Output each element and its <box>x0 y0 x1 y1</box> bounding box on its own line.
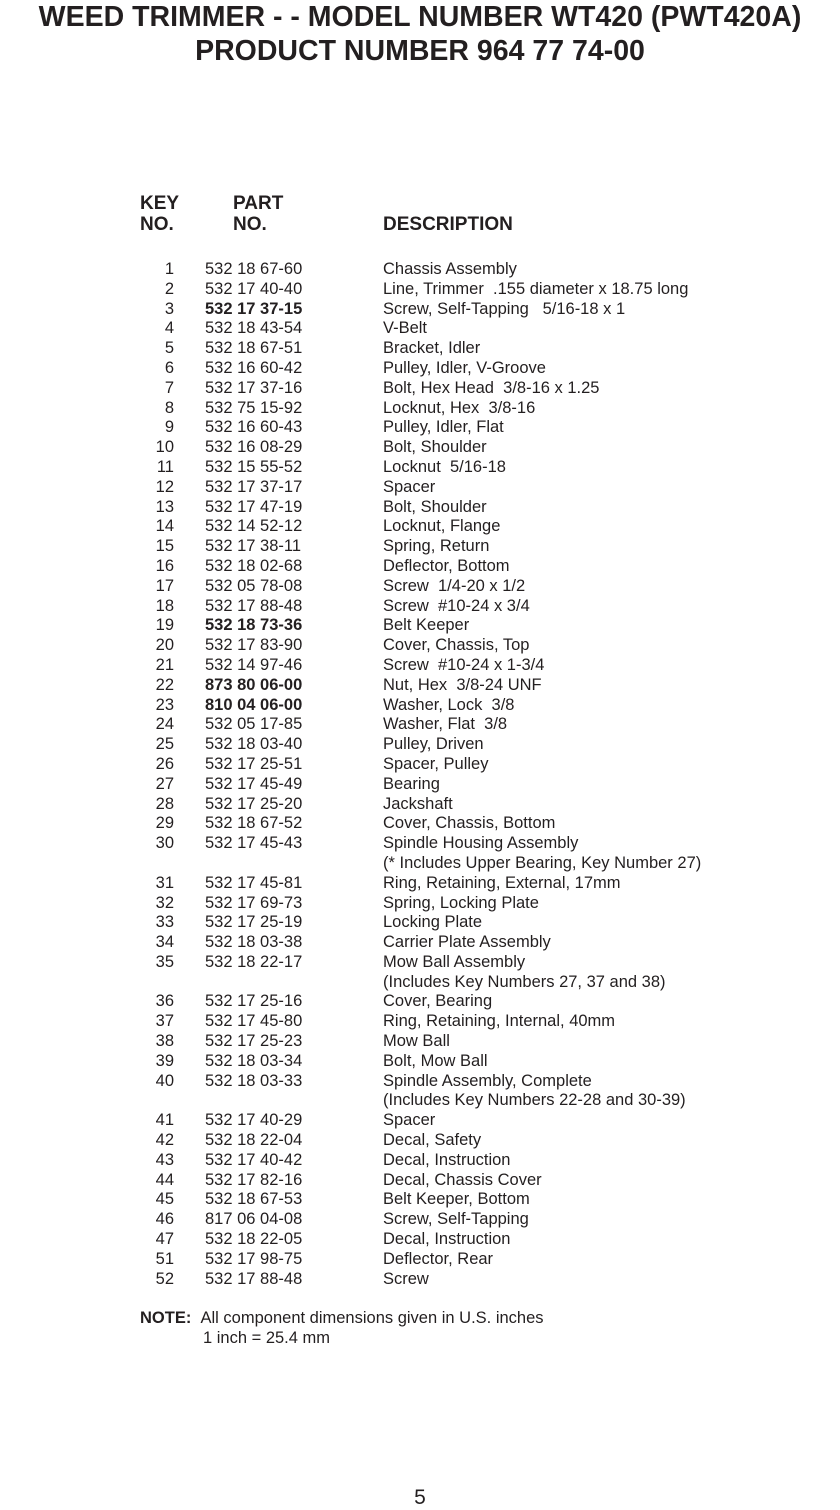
part-description: Spacer <box>383 1111 436 1130</box>
parts-row <box>140 458 780 478</box>
part-description: Mow Ball <box>383 1032 450 1051</box>
parts-row <box>140 735 780 755</box>
part-description: Jackshaft <box>383 794 453 813</box>
note-label: NOTE: <box>140 1309 192 1327</box>
part-description: Belt Keeper <box>383 616 470 635</box>
key-number: 36 <box>155 992 174 1011</box>
key-number: 4 <box>164 319 174 338</box>
parts-row <box>140 438 780 458</box>
parts-row <box>140 913 780 933</box>
part-number: 532 16 60-43 <box>205 418 303 437</box>
part-number: 532 18 67-51 <box>205 339 303 358</box>
part-number: 532 18 67-53 <box>205 1190 303 1209</box>
part-number: 532 17 25-19 <box>205 913 303 932</box>
key-number: 46 <box>155 1210 174 1229</box>
parts-row-note <box>140 854 780 874</box>
part-description: Locking Plate <box>383 913 483 932</box>
part-description: Screw <box>383 1269 429 1288</box>
part-number: 532 17 25-20 <box>205 794 303 813</box>
document-title-line-1: WEED TRIMMER - - MODEL NUMBER WT420 (PWT420A) <box>38 1 802 33</box>
part-description: V-Belt <box>383 319 428 338</box>
parts-row <box>140 537 780 557</box>
part-number: 532 17 69-73 <box>205 893 303 912</box>
part-number: 532 17 37-17 <box>205 477 303 496</box>
note-text: All component dimensions given in U.S. inches <box>200 1309 544 1327</box>
part-number: 532 18 67-60 <box>205 260 303 278</box>
part-description: Pulley, Idler, V-Groove <box>383 358 546 377</box>
part-description: Chassis Assembly <box>383 260 517 278</box>
part-number: 532 14 52-12 <box>205 517 303 536</box>
part-description: Cover, Chassis, Bottom <box>383 814 556 833</box>
key-number: 6 <box>164 358 174 377</box>
part-description: Carrier Plate Assembly <box>383 933 551 952</box>
part-description: Ring, Retaining, External, 17mm <box>383 873 621 892</box>
parts-row <box>140 1190 780 1210</box>
key-number: 41 <box>155 1111 174 1130</box>
part-description: Bolt, Hex Head 3/8-16 x 1.25 <box>383 378 600 397</box>
document-title-line-2: PRODUCT NUMBER 964 77 74-00 <box>195 35 645 67</box>
part-number: 532 05 17-85 <box>205 715 303 734</box>
part-description: Deflector, Rear <box>383 1249 494 1268</box>
key-number: 19 <box>155 616 174 635</box>
part-number: 532 17 45-49 <box>205 774 303 793</box>
part-description: Screw, Self-Tapping <box>383 1210 529 1229</box>
parts-row <box>140 1270 780 1290</box>
part-number: 532 14 97-46 <box>205 655 303 674</box>
parts-row <box>140 260 780 280</box>
part-description: Screw #10-24 x 3/4 <box>383 596 530 615</box>
part-number: 810 04 06-00 <box>205 695 303 714</box>
note <box>140 1309 544 1329</box>
part-number: 532 18 22-04 <box>205 1131 303 1150</box>
part-description-note: (Includes Key Numbers 22-28 and 30-39) <box>383 1091 686 1110</box>
part-description: Spindle Assembly, Complete <box>383 1071 592 1090</box>
part-description: Spring, Return <box>383 537 490 556</box>
part-number: 532 17 40-29 <box>205 1111 303 1130</box>
parts-row <box>140 874 780 894</box>
key-number: 31 <box>155 873 174 892</box>
part-description: Bolt, Shoulder <box>383 497 487 516</box>
key-number: 21 <box>155 655 174 674</box>
key-number: 35 <box>155 952 174 971</box>
part-description: Decal, Safety <box>383 1131 482 1150</box>
part-number: 532 17 40-40 <box>205 279 303 298</box>
parts-row <box>140 1210 780 1230</box>
key-number: 17 <box>155 576 174 595</box>
column-header-description: DESCRIPTION <box>383 214 513 235</box>
part-number: 532 05 78-08 <box>205 576 303 595</box>
parts-row <box>140 1111 780 1131</box>
part-description: Pulley, Idler, Flat <box>383 418 504 437</box>
key-number: 44 <box>155 1170 174 1189</box>
key-number: 9 <box>164 418 174 437</box>
part-description: Locknut, Flange <box>383 517 501 536</box>
part-number: 817 06 04-08 <box>205 1210 303 1229</box>
part-number: 532 17 88-48 <box>205 596 303 615</box>
part-description: Washer, Flat 3/8 <box>383 715 508 734</box>
parts-row <box>140 517 780 537</box>
column-header-key-no: NO. <box>140 214 174 235</box>
parts-row <box>140 636 780 656</box>
part-number: 532 17 45-81 <box>205 873 303 892</box>
part-description: Pulley, Driven <box>383 735 484 754</box>
parts-row <box>140 1052 780 1072</box>
key-number: 8 <box>164 398 174 417</box>
part-description: Decal, Instruction <box>383 1230 511 1249</box>
key-number: 12 <box>155 477 174 496</box>
key-number: 16 <box>155 556 174 575</box>
key-number: 13 <box>155 497 174 516</box>
key-number: 37 <box>155 1012 174 1031</box>
part-number: 532 18 03-34 <box>205 1051 303 1070</box>
part-description: Bolt, Mow Ball <box>383 1051 488 1070</box>
parts-row <box>140 557 780 577</box>
part-description: Screw, Self-Tapping 5/16-18 x 1 <box>383 299 626 318</box>
part-number: 532 17 37-16 <box>205 378 303 397</box>
part-number: 532 17 98-75 <box>205 1249 303 1268</box>
parts-row <box>140 676 780 696</box>
part-number: 532 17 45-43 <box>205 834 303 853</box>
part-description: Belt Keeper, Bottom <box>383 1190 530 1209</box>
part-number: 532 18 02-68 <box>205 556 303 575</box>
key-number: 11 <box>156 457 174 476</box>
part-number: 532 17 38-11 <box>205 537 302 556</box>
part-description: Bracket, Idler <box>383 339 481 358</box>
key-number: 7 <box>164 378 174 397</box>
parts-row <box>140 795 780 815</box>
parts-row <box>140 894 780 914</box>
part-number: 532 18 22-17 <box>205 952 303 971</box>
part-number: 532 18 43-54 <box>205 319 303 338</box>
key-number: 26 <box>155 754 174 773</box>
key-number: 23 <box>155 695 174 714</box>
parts-row <box>140 933 780 953</box>
parts-row <box>140 339 780 359</box>
parts-row <box>140 1012 780 1032</box>
part-description: Washer, Lock 3/8 <box>383 695 515 714</box>
parts-row <box>140 755 780 775</box>
key-number: 32 <box>155 893 174 912</box>
parts-row <box>140 300 780 320</box>
parts-row <box>140 775 780 795</box>
key-number: 25 <box>155 735 174 754</box>
part-description: Mow Ball Assembly <box>383 952 526 971</box>
part-description: Spacer <box>383 477 436 496</box>
key-number: 27 <box>155 774 174 793</box>
key-number: 30 <box>155 834 174 853</box>
page-number: 5 <box>414 1486 426 1509</box>
part-number: 532 18 67-52 <box>205 814 303 833</box>
part-description: Screw #10-24 x 1-3/4 <box>383 655 545 674</box>
parts-row <box>140 814 780 834</box>
key-number: 3 <box>164 299 174 318</box>
parts-row <box>140 834 780 854</box>
part-number: 532 18 03-33 <box>205 1071 303 1090</box>
part-number: 532 17 83-90 <box>205 636 303 655</box>
parts-row-note <box>140 973 780 993</box>
part-number: 532 18 03-38 <box>205 933 303 952</box>
key-number: 33 <box>155 913 174 932</box>
parts-row <box>140 399 780 419</box>
part-description: Screw 1/4-20 x 1/2 <box>383 576 526 595</box>
key-number: 10 <box>155 438 174 457</box>
part-description: Decal, Chassis Cover <box>383 1170 542 1189</box>
key-number: 51 <box>155 1249 174 1268</box>
key-number: 45 <box>155 1190 174 1209</box>
parts-row <box>140 498 780 518</box>
parts-row <box>140 478 780 498</box>
part-number: 532 17 47-19 <box>205 497 303 516</box>
parts-row <box>140 1032 780 1052</box>
key-number: 42 <box>155 1131 174 1150</box>
parts-row <box>140 1151 780 1171</box>
part-description: Line, Trimmer .155 diameter x 18.75 long <box>383 279 689 298</box>
parts-row <box>140 1072 780 1092</box>
column-header-part: PART <box>233 193 284 214</box>
part-number: 532 18 03-40 <box>205 735 303 754</box>
part-description: Bolt, Shoulder <box>383 438 487 457</box>
key-number: 43 <box>155 1150 174 1169</box>
part-number: 532 17 37-15 <box>205 299 303 318</box>
part-description-note: (Includes Key Numbers 27, 37 and 38) <box>383 972 666 991</box>
part-description: Decal, Instruction <box>383 1150 511 1169</box>
part-number: 873 80 06-00 <box>205 675 303 694</box>
part-description: Cover, Chassis, Top <box>383 636 530 655</box>
key-number: 20 <box>155 636 174 655</box>
parts-row <box>140 280 780 300</box>
part-description: Bearing <box>383 774 440 793</box>
key-number: 14 <box>155 517 174 536</box>
part-number: 532 17 25-51 <box>205 754 303 773</box>
part-description: Ring, Retaining, Internal, 40mm <box>383 1012 616 1031</box>
part-description: Locknut 5/16-18 <box>383 457 506 476</box>
key-number: 18 <box>155 596 174 615</box>
part-number: 532 75 15-92 <box>205 398 303 417</box>
key-number: 28 <box>155 794 174 813</box>
parts-row <box>140 656 780 676</box>
part-number: 532 16 08-29 <box>205 438 303 457</box>
parts-row <box>140 1250 780 1270</box>
part-number: 532 16 60-42 <box>205 358 303 377</box>
key-number: 34 <box>155 933 174 952</box>
part-description: Spring, Locking Plate <box>383 893 539 912</box>
parts-row <box>140 696 780 716</box>
part-description: Cover, Bearing <box>383 992 493 1011</box>
key-number: 2 <box>164 279 174 298</box>
part-description: Spindle Housing Assembly <box>383 834 579 853</box>
parts-row <box>140 379 780 399</box>
key-number: 38 <box>155 1032 174 1051</box>
part-number: 532 17 25-23 <box>205 1032 303 1051</box>
parts-row <box>140 319 780 339</box>
parts-row-note <box>140 1091 780 1111</box>
key-number: 22 <box>155 675 174 694</box>
parts-list <box>140 260 780 1289</box>
parts-row <box>140 577 780 597</box>
key-number: 5 <box>164 339 174 358</box>
key-number: 29 <box>155 814 174 833</box>
key-number: 52 <box>155 1269 174 1288</box>
parts-row <box>140 715 780 735</box>
parts-row <box>140 418 780 438</box>
key-number: 1 <box>164 260 174 278</box>
column-header-key: KEY <box>140 193 180 214</box>
part-number: 532 17 25-16 <box>205 992 303 1011</box>
key-number: 39 <box>155 1051 174 1070</box>
part-number: 532 17 88-48 <box>205 1269 303 1288</box>
parts-row <box>140 359 780 379</box>
key-number: 40 <box>155 1071 174 1090</box>
part-number: 532 15 55-52 <box>205 457 303 476</box>
part-description: Deflector, Bottom <box>383 556 510 575</box>
part-description: Nut, Hex 3/8-24 UNF <box>383 675 542 694</box>
parts-row <box>140 1171 780 1191</box>
part-description: Spacer, Pulley <box>383 754 489 773</box>
part-number: 532 17 45-80 <box>205 1012 303 1031</box>
parts-row <box>140 597 780 617</box>
parts-row <box>140 992 780 1012</box>
note-conversion: 1 inch = 25.4 mm <box>203 1329 331 1347</box>
part-description-note: (* Includes Upper Bearing, Key Number 27) <box>383 853 702 872</box>
part-number: 532 17 82-16 <box>205 1170 303 1189</box>
parts-row <box>140 1131 780 1151</box>
part-number: 532 18 22-05 <box>205 1230 303 1249</box>
key-number: 15 <box>155 537 174 556</box>
key-number: 24 <box>155 715 174 734</box>
parts-row <box>140 953 780 973</box>
part-number: 532 17 40-42 <box>205 1150 303 1169</box>
parts-row <box>140 616 780 636</box>
column-header-part-no: NO. <box>233 214 267 235</box>
part-number: 532 18 73-36 <box>205 616 303 635</box>
part-description: Locknut, Hex 3/8-16 <box>383 398 536 417</box>
key-number: 47 <box>155 1230 174 1249</box>
parts-row <box>140 1230 780 1250</box>
